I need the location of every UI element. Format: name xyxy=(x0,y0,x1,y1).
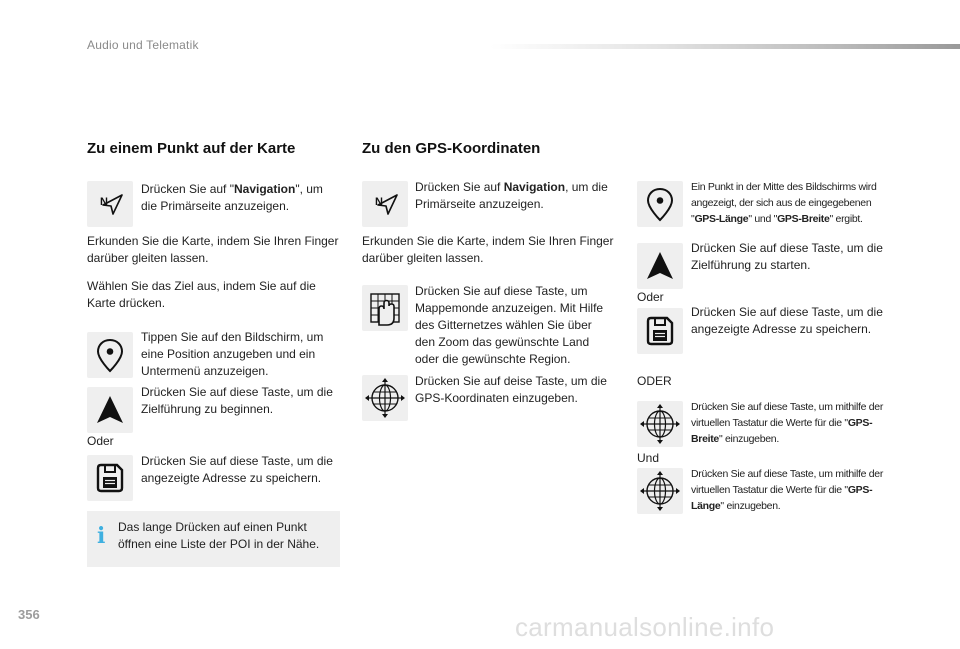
map-pin-icon xyxy=(637,181,683,227)
start-guidance-icon xyxy=(87,387,133,433)
gps-longitude-icon xyxy=(637,468,683,514)
navigation-icon xyxy=(362,181,408,227)
left-save-text: Drücken Sie auf diese Taste, um die angezeigte Adresse zu speichern. xyxy=(141,454,333,485)
save-icon xyxy=(637,308,683,354)
gps-coordinates-icon xyxy=(362,375,408,421)
middle-nav-text: Drücken Sie auf Navigation, um die Primärseite anzuzeigen. xyxy=(415,180,608,211)
right-start-text: Drücken Sie auf diese Taste, um die Zielführung zu starten. xyxy=(691,241,883,272)
right-latitude-text: Drücken Sie auf diese Taste, um mithilfe der virtuellen Tastatur die Werte für die "GPS-Breite" einzugeben. xyxy=(691,401,884,445)
info-icon: i xyxy=(97,523,106,549)
page-number: 356 xyxy=(18,607,40,622)
left-tap-text: Tippen Sie auf den Bildschirm, um eine Position anzugeben und ein Untermenü anzuzeigen. xyxy=(141,330,324,378)
right-point-text: Ein Punkt in der Mitte des Bildschirms wird angezeigt, der sich aus de eingegebenen "GPS-Länge" und "GPS-Breite" ergibt. xyxy=(691,181,877,225)
info-tip-text: Das lange Drücken auf einen Punkt öffnen eine Liste der POI in der Nähe. xyxy=(118,520,320,551)
map-pin-icon xyxy=(87,332,133,378)
middle-coords-text: Drücken Sie auf deise Taste, um die GPS-Koordinaten einzugeben. xyxy=(415,374,607,405)
left-nav-text: Drücken Sie auf "Navigation", um die Primärseite anzuzeigen. xyxy=(141,182,323,213)
right-save-text: Drücken Sie auf diese Taste, um die angezeigte Adresse zu speichern. xyxy=(691,305,883,336)
save-icon xyxy=(87,455,133,501)
left-choose-text: Wählen Sie das Ziel aus, indem Sie auf die Karte drücken. xyxy=(87,279,316,310)
header-bar xyxy=(490,44,960,49)
world-map-grid-icon xyxy=(362,285,408,331)
right-longitude-text: Drücken Sie auf diese Taste, um mithilfe der virtuellen Tastatur die Werte für die "GPS-Länge" einzugeben. xyxy=(691,468,884,512)
right-or-label: Oder xyxy=(637,290,664,304)
left-explore-text: Erkunden Sie die Karte, indem Sie Ihren Finger darüber gleiten lassen. xyxy=(87,234,339,265)
middle-globe-text: Drücken Sie auf diese Taste, um Mappemonde anzuzeigen. Mit Hilfe des Gitternetzes wählen Sie über den Zoom das gewünschte Land oder die gewünschte Region. xyxy=(415,284,604,366)
left-section-title: Zu einem Punkt auf der Karte xyxy=(87,140,296,157)
start-guidance-icon xyxy=(637,243,683,289)
info-tip-box xyxy=(87,511,340,567)
gps-latitude-icon xyxy=(637,401,683,447)
navigation-icon xyxy=(87,181,133,227)
header-title: Audio und Telematik xyxy=(87,38,199,52)
left-or-label: Oder xyxy=(87,434,114,448)
right-oder-label: ODER xyxy=(637,374,672,388)
right-and-label: Und xyxy=(637,451,660,465)
watermark: carmanualsonline.info xyxy=(515,612,775,642)
middle-explore-text: Erkunden Sie die Karte, indem Sie Ihren Finger darüber gleiten lassen. xyxy=(362,234,614,265)
left-start-text: Drücken Sie auf diese Taste, um die Zielführung zu beginnen. xyxy=(141,385,333,416)
middle-section-title: Zu den GPS-Koordinaten xyxy=(362,140,541,157)
